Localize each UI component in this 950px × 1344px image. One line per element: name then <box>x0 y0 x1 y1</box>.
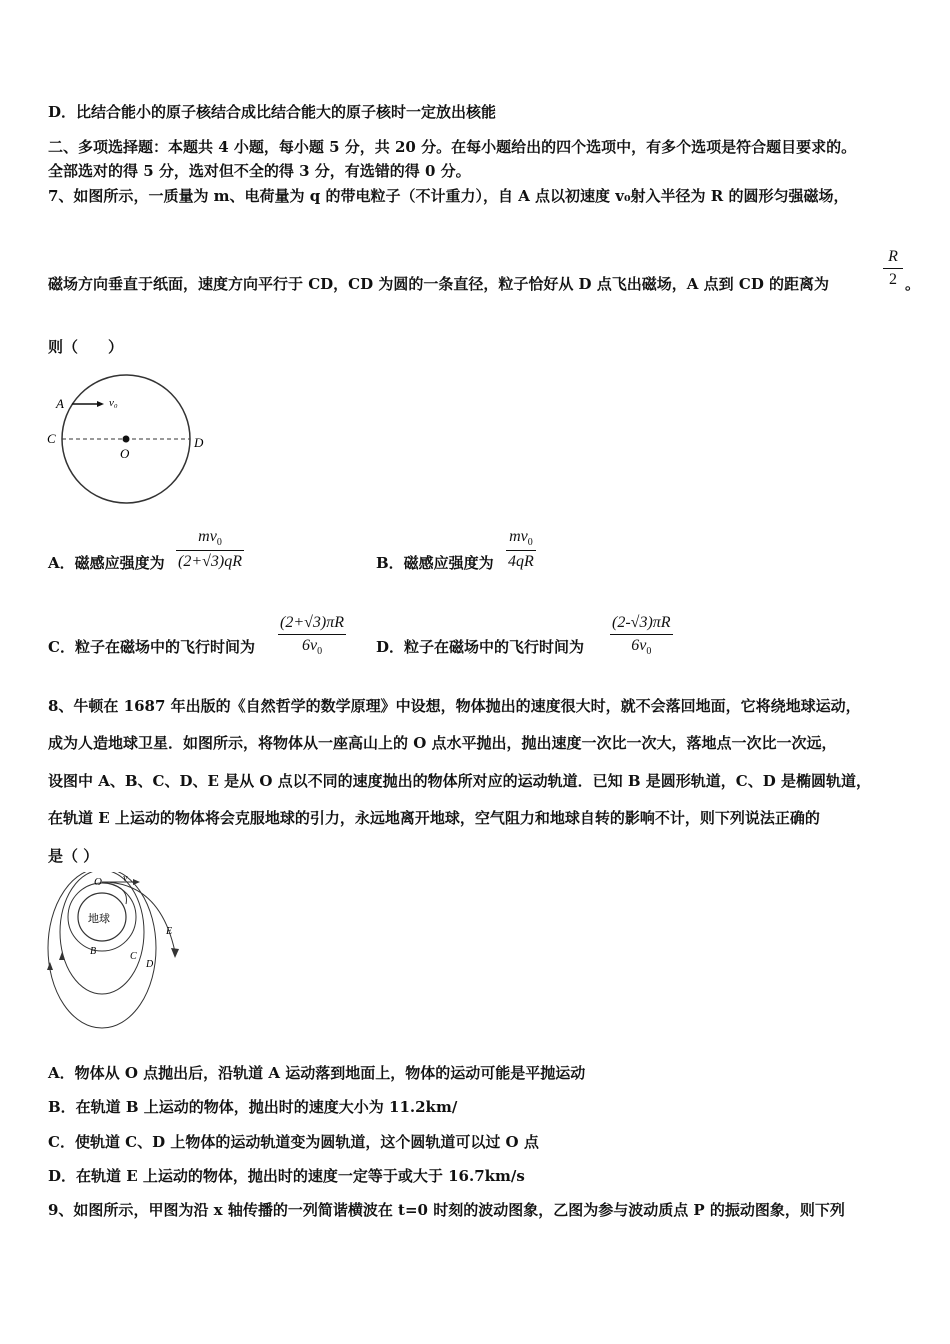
label-v0: v₀ <box>109 397 118 409</box>
q7-option-b-label: B．磁感应强度为 <box>376 554 494 572</box>
label-d: D <box>194 435 204 450</box>
q8-stem-line3: 设图中 A、B、C、D、E 是从 O 点以不同的速度抛出的物体所对应的运动轨道．已知 B 是圆形轨道，C、D 是椭圆轨道， <box>48 772 871 790</box>
label-c-8: C <box>130 951 137 962</box>
label-a: A <box>56 396 64 411</box>
q7-option-c-label: C．粒子在磁场中的飞行时间为 <box>48 638 255 656</box>
q8-stem-line1: 8、牛顿在 1687 年出版的《自然哲学的数学原理》中设想，物体抛出的速度很大时，就不会落回地面，它将绕地球运动， <box>48 697 861 715</box>
q7-option-a-label: A．磁感应强度为 <box>48 554 165 572</box>
q8-option-b: B．在轨道 B 上运动的物体，抛出时的速度大小为 11.2km/ <box>48 1098 458 1116</box>
q8-option-c: C．使轨道 C、D 上物体的运动轨道变为圆轨道，这个圆轨道可以过 O 点 <box>48 1133 539 1151</box>
q8-stem-line2: 成为人造地球卫星．如图所示，将物体从一座高山上的 O 点水平抛出，抛出速度一次比一次大，落地点一次比一次远， <box>48 734 837 752</box>
label-earth: 地球 <box>88 912 110 925</box>
q7-stem-line1: 7、如图所示，一质量为 m、电荷量为 q 的带电粒子（不计重力），自 A 点以初速度 v₀射入半径为 R 的圆形匀强磁场， <box>48 187 849 205</box>
q7-option-d-label: D．粒子在磁场中的飞行时间为 <box>376 638 585 656</box>
orbit-e <box>102 882 175 952</box>
label-b-8: B <box>90 946 97 957</box>
q7-question: 则（ ） <box>48 338 124 356</box>
center-point <box>123 436 130 443</box>
q8-option-a: A．物体从 O 点抛出后，沿轨道 A 运动落到地面上，物体的运动可能是平抛运动 <box>48 1064 586 1082</box>
q7-option-a-fraction: $mv_0$ (2+√3)qR <box>178 528 243 571</box>
q7-option-c-fraction: (2+√3)πR $6v_0$ <box>280 614 345 658</box>
label-c: C <box>47 431 56 446</box>
q7-circle-figure <box>44 370 214 510</box>
label-o: O <box>120 446 130 461</box>
label-o-8: O <box>94 876 102 888</box>
orbit-d <box>48 872 156 1028</box>
orbit-c <box>60 872 144 994</box>
q8-option-d: D．在轨道 E 上运动的物体，抛出时的速度一定等于或大于 16.7km/s <box>48 1167 525 1185</box>
q7-stem-end: 。 <box>905 275 921 293</box>
label-v-8: v <box>123 873 128 884</box>
q7-option-b-fraction: $mv_0$ 4qR <box>508 528 534 571</box>
q6-option-d: D．比结合能小的原子核结合成比结合能大的原子核时一定放出核能 <box>48 103 497 121</box>
label-e-8: E <box>166 926 173 937</box>
section2-heading-line1: 二、多项选择题：本题共 4 小题，每小题 5 分，共 20 分。在每小题给出的四个选项中，有多个选项是符合题目要求的。 <box>48 138 857 156</box>
label-d-8: D <box>146 959 154 970</box>
q7-distance-fraction: R 2 <box>883 248 903 289</box>
q7-option-d-fraction: (2-√3)πR $6v_0$ <box>612 614 671 658</box>
q8-stem-line5: 是（ ） <box>48 847 99 865</box>
q8-orbit-figure <box>40 872 190 1034</box>
section2-heading-line2: 全部选对的得 5 分，选对但不全的得 3 分，有选错的得 0 分。 <box>48 162 471 180</box>
q8-stem-line4: 在轨道 E 上运动的物体将会克服地球的引力，永远地离开地球，空气阻力和地球自转的影响不计，则下列说法正确的 <box>48 809 820 827</box>
q9-stem-line1: 9、如图所示，甲图为沿 x 轴传播的一列简谐横波在 t=0 时刻的波动图象，乙图为参与波动质点 P 的振动图象，则下列 <box>48 1201 845 1219</box>
q7-stem-line2: 磁场方向垂直于纸面，速度方向平行于 CD，CD 为圆的一条直径，粒子恰好从 D 点飞出磁场，A 点到 CD 的距离为 <box>48 275 830 293</box>
